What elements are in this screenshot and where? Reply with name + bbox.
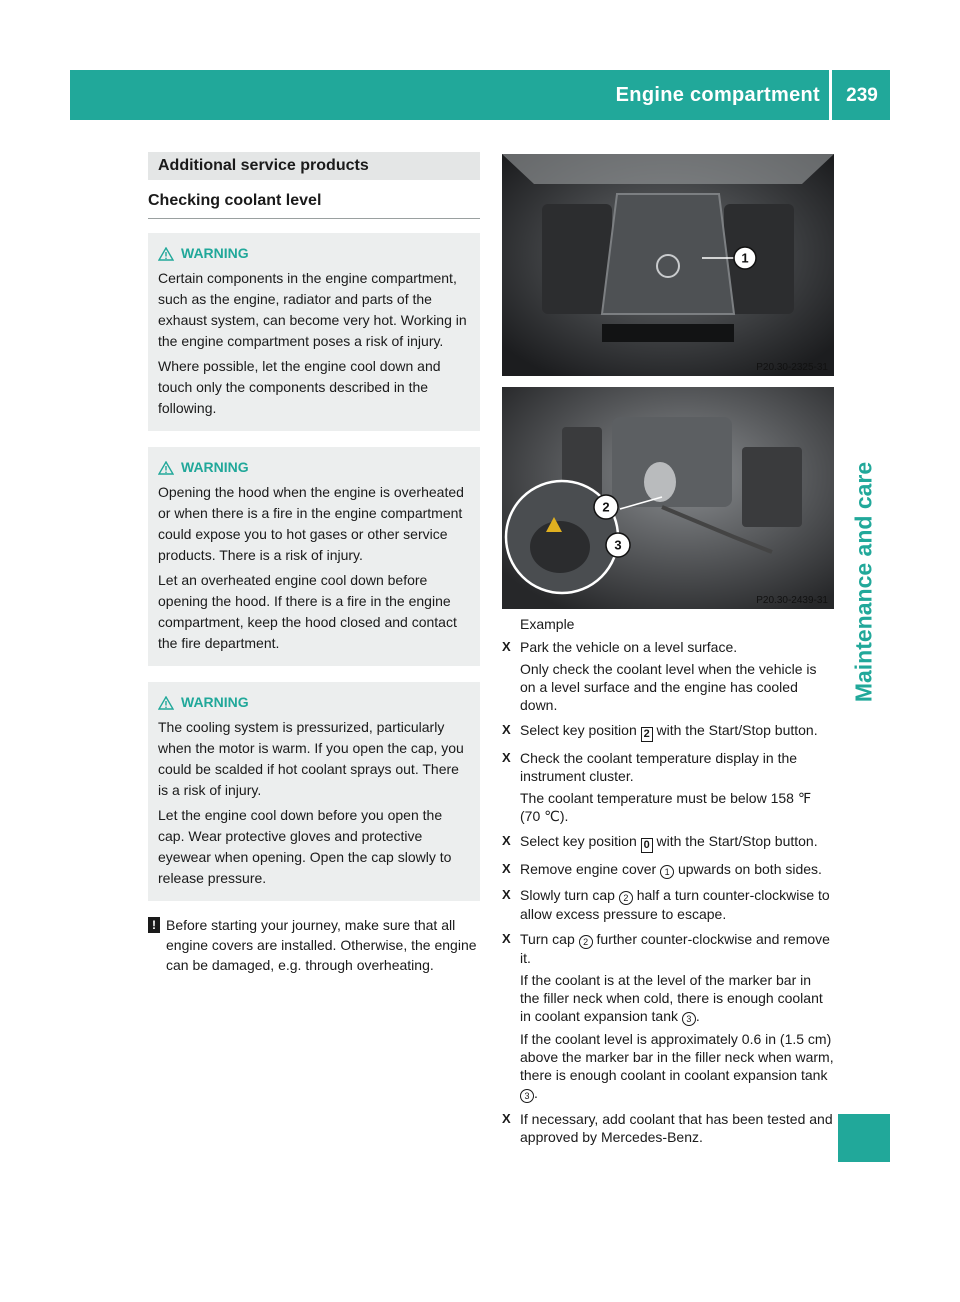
list-item: X If necessary, add coolant that has been tested and approved by Mercedes-Benz. bbox=[502, 1110, 834, 1150]
warning-text: Let the engine cool down before you open the cap. Wear protective gloves and protective eyewear when opening. Open the cap slowly to release pressure. bbox=[158, 807, 452, 886]
x-step-marker-icon: X bbox=[502, 931, 511, 946]
x-step-marker-icon: X bbox=[502, 639, 511, 654]
warning-text: Let an overheated engine cool down before opening the hood. If there is a fire in the engine compartment, keep the hood closed and contact the fire department. bbox=[158, 572, 457, 651]
list-item: X Park the vehicle on a level surface. Only check the coolant level when the vehicle is on a level surface and the engine has cooled down. bbox=[502, 638, 834, 718]
note bbox=[148, 915, 480, 975]
warning-title: WARNING bbox=[181, 459, 249, 475]
chapter-label: Maintenance and care bbox=[850, 461, 877, 703]
callout-3: 3 bbox=[614, 537, 622, 553]
callout-ref: 2 bbox=[619, 891, 633, 905]
section-title: Additional service products bbox=[148, 152, 480, 180]
page-number: 239 bbox=[846, 85, 878, 106]
list-item: X Slowly turn cap 2 half a turn counter-clockwise to allow excess pressure to escape. bbox=[502, 886, 834, 927]
warning-title: WARNING bbox=[181, 694, 249, 710]
x-step-marker-icon: X bbox=[502, 833, 511, 848]
warning-triangle-icon bbox=[158, 696, 174, 710]
engine-cover-photo bbox=[502, 154, 834, 376]
warning-text: Opening the hood when the engine is overheated or when there is a fire in the engine compartment could expose you to hot gases or other service products. There is a risk of injury. bbox=[158, 484, 464, 563]
exclamation-note-icon: ! bbox=[148, 917, 160, 933]
warning-box-1 bbox=[148, 233, 480, 431]
x-step-marker-icon: X bbox=[502, 750, 511, 765]
x-step-marker-icon: X bbox=[502, 1111, 511, 1126]
callout-ref: 2 bbox=[579, 935, 593, 949]
list-item: X Check the coolant temperature display in the instrument cluster. The coolant temperature must be below 158 ℉ (70 ℃). bbox=[502, 749, 834, 829]
page-header bbox=[70, 70, 890, 120]
warning-text: Where possible, let the engine cool down and touch only the components described in the following. bbox=[158, 358, 441, 416]
engine-cover-illustration bbox=[502, 154, 834, 376]
coolant-tank-illustration bbox=[502, 387, 834, 609]
key-position-icon: 0 bbox=[641, 838, 653, 853]
subheading: Checking coolant level bbox=[148, 192, 480, 219]
callout-ref: 3 bbox=[520, 1089, 534, 1103]
key-position-icon: 2 bbox=[641, 727, 653, 742]
photo-code: P20.30-2325-31 bbox=[756, 362, 828, 373]
warning-text: The cooling system is pressurized, particularly when the motor is warm. If you open the cap, you could be scalded if hot coolant sprays out. There is a risk of injury. bbox=[158, 719, 464, 798]
x-step-marker-icon: X bbox=[502, 861, 511, 876]
warning-box-3 bbox=[148, 682, 480, 901]
chapter-marker bbox=[838, 1114, 890, 1162]
warning-triangle-icon bbox=[158, 461, 174, 475]
photo-caption: Example bbox=[520, 616, 575, 632]
x-step-marker-icon: X bbox=[502, 887, 511, 902]
list-item: X Remove engine cover 1 upwards on both sides. bbox=[502, 860, 834, 883]
list-item: X Turn cap 2 further counter-clockwise and remove it. If the coolant is at the level of the marker bar in the filler neck when cold, there is enough coolant in coolant expansion tank 3 . If the coolant level is approximately 0.6 in (1.5 cm) above the marker bar in the filler neck when warm, there is enough coolant in coolant expansion tank 3 . bbox=[502, 930, 834, 1107]
photo-code: P20.30-2439-31 bbox=[756, 595, 828, 606]
instructions bbox=[502, 615, 834, 1153]
list-item: X Select key position 2 with the Start/Stop button. bbox=[502, 721, 834, 746]
callout-2: 2 bbox=[602, 499, 610, 515]
callout-ref: 1 bbox=[660, 865, 674, 879]
warning-triangle-icon bbox=[158, 247, 174, 261]
chapter-side-tab bbox=[838, 122, 890, 1162]
coolant-tank-photo bbox=[502, 387, 834, 609]
header-title: Engine compartment bbox=[615, 84, 820, 106]
callout-1: 1 bbox=[741, 250, 749, 266]
header-divider bbox=[829, 70, 832, 120]
callout-ref: 3 bbox=[682, 1012, 696, 1026]
warning-box-2 bbox=[148, 447, 480, 666]
warning-text: Certain components in the engine compartment, such as the engine, radiator and parts of the exhaust system, can become very hot. Working in the engine compartment poses a risk of injury. bbox=[158, 270, 467, 349]
list-item: X Select key position 0 with the Start/Stop button. bbox=[502, 832, 834, 857]
x-step-marker-icon: X bbox=[502, 722, 511, 737]
note-text: Before starting your journey, make sure that all engine covers are installed. Otherwise, the engine can be damaged, e.g. through overheating. bbox=[166, 917, 477, 973]
warning-title: WARNING bbox=[181, 245, 249, 261]
left-column bbox=[148, 152, 480, 975]
